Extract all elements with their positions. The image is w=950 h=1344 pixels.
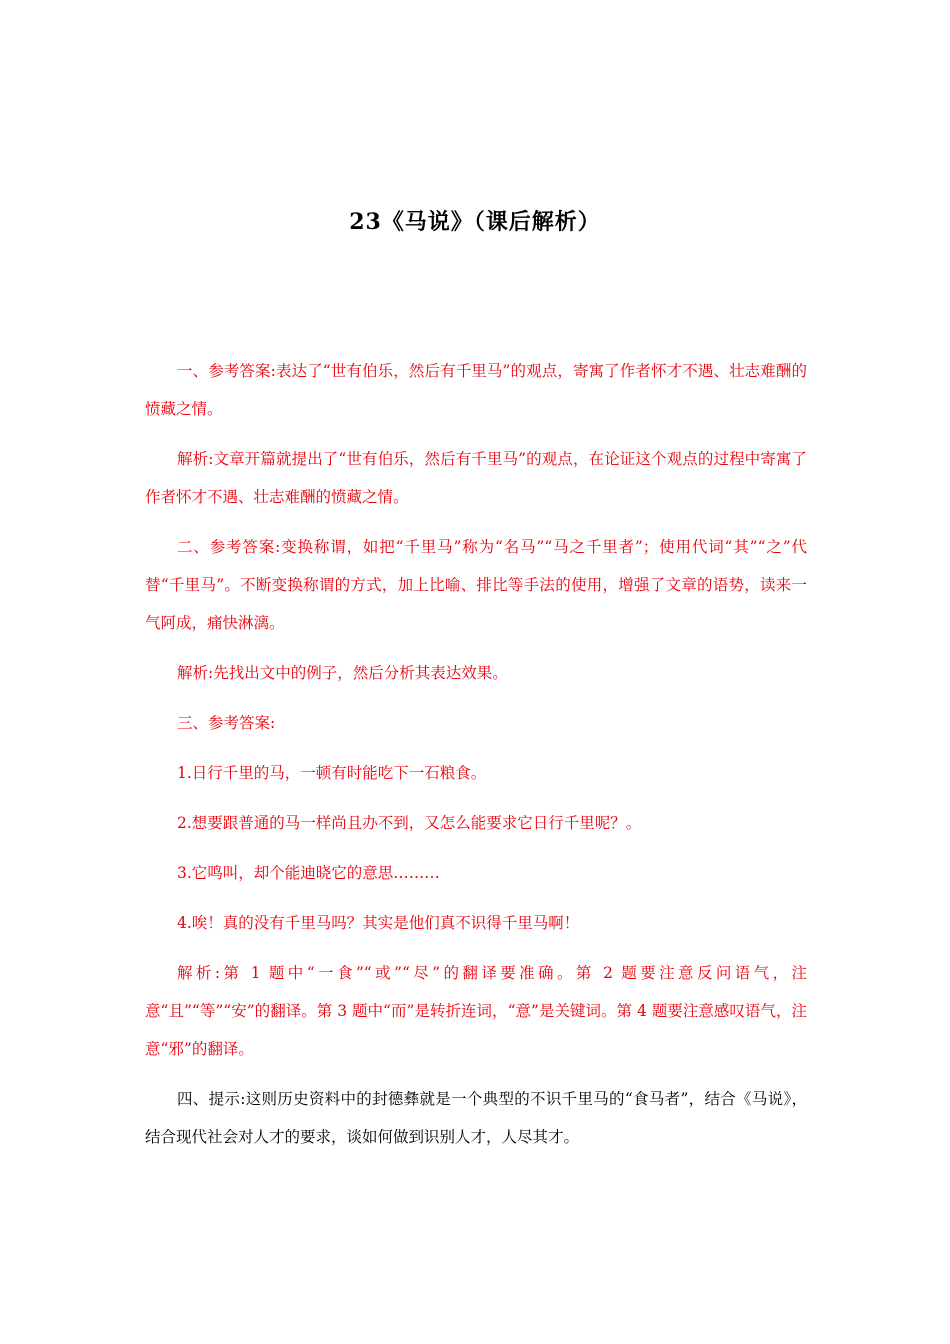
analysis-2-paragraph: 解析:先找出文中的例子，然后分析其表达效果。: [177, 664, 508, 682]
answer-3-heading: 三、参考答案:: [177, 714, 276, 732]
document-body: [145, 352, 807, 1156]
answer-3-item-4: 4.唉！真的没有千里马吗？其实是他们真不识得千里马啊！: [177, 914, 580, 932]
answer-1-paragraph: 一、参考答案:表达了“世有伯乐，然后有千里马”的观点，寄寓了作者怀才不遇、壮志难酬的愤藏之情。: [145, 362, 807, 418]
answer-3-item-3: 3.它鸣叫，却个能迪晓它的意思………: [177, 864, 440, 882]
hint-4-paragraph: 四、提示:这则历史资料中的封德彝就是一个典型的不识千里马的“食马者”，结合《马说》，结合现代社会对人才的要求，谈如何做到识别人才，人尽其才。: [145, 1090, 807, 1146]
page-title: 23《马说》（课后解析）: [349, 209, 601, 235]
analysis-1-paragraph: 解析:文章开篇就提出了“世有伯乐，然后有千里马”的观点，在论证这个观点的过程中寄寓了作者怀才不遇、壮志难酬的愤藏之情。: [145, 450, 807, 506]
analysis-3-paragraph: 解析:第 1 题中“一食”“或”“尽”的翻译要准确。第 2 题要注意反问语气，注意“且”“等”“安”的翻译。第 3 题中“而”是转折连词，“意”是关键词。第 4 题要注意感叹语气，注意“邪”的翻译。: [145, 964, 807, 1058]
answer-3-item-2: 2.想要跟普通的马一样尚且办不到，又怎么能要求它日行千里呢？。: [177, 814, 642, 832]
answer-2-paragraph: 二、参考答案:变换称谓，如把“千里马”称为“名马”“马之千里者”；使用代词“其”“之”代替“千里马”。不断变换称谓的方式，加上比喻、排比等手法的使用，增强了文章的语势，读来一气阿成，痛快淋漓。: [145, 538, 807, 632]
answer-3-item-1: 1.日行千里的马，一顿有时能吃下一石粮食。: [177, 764, 487, 782]
